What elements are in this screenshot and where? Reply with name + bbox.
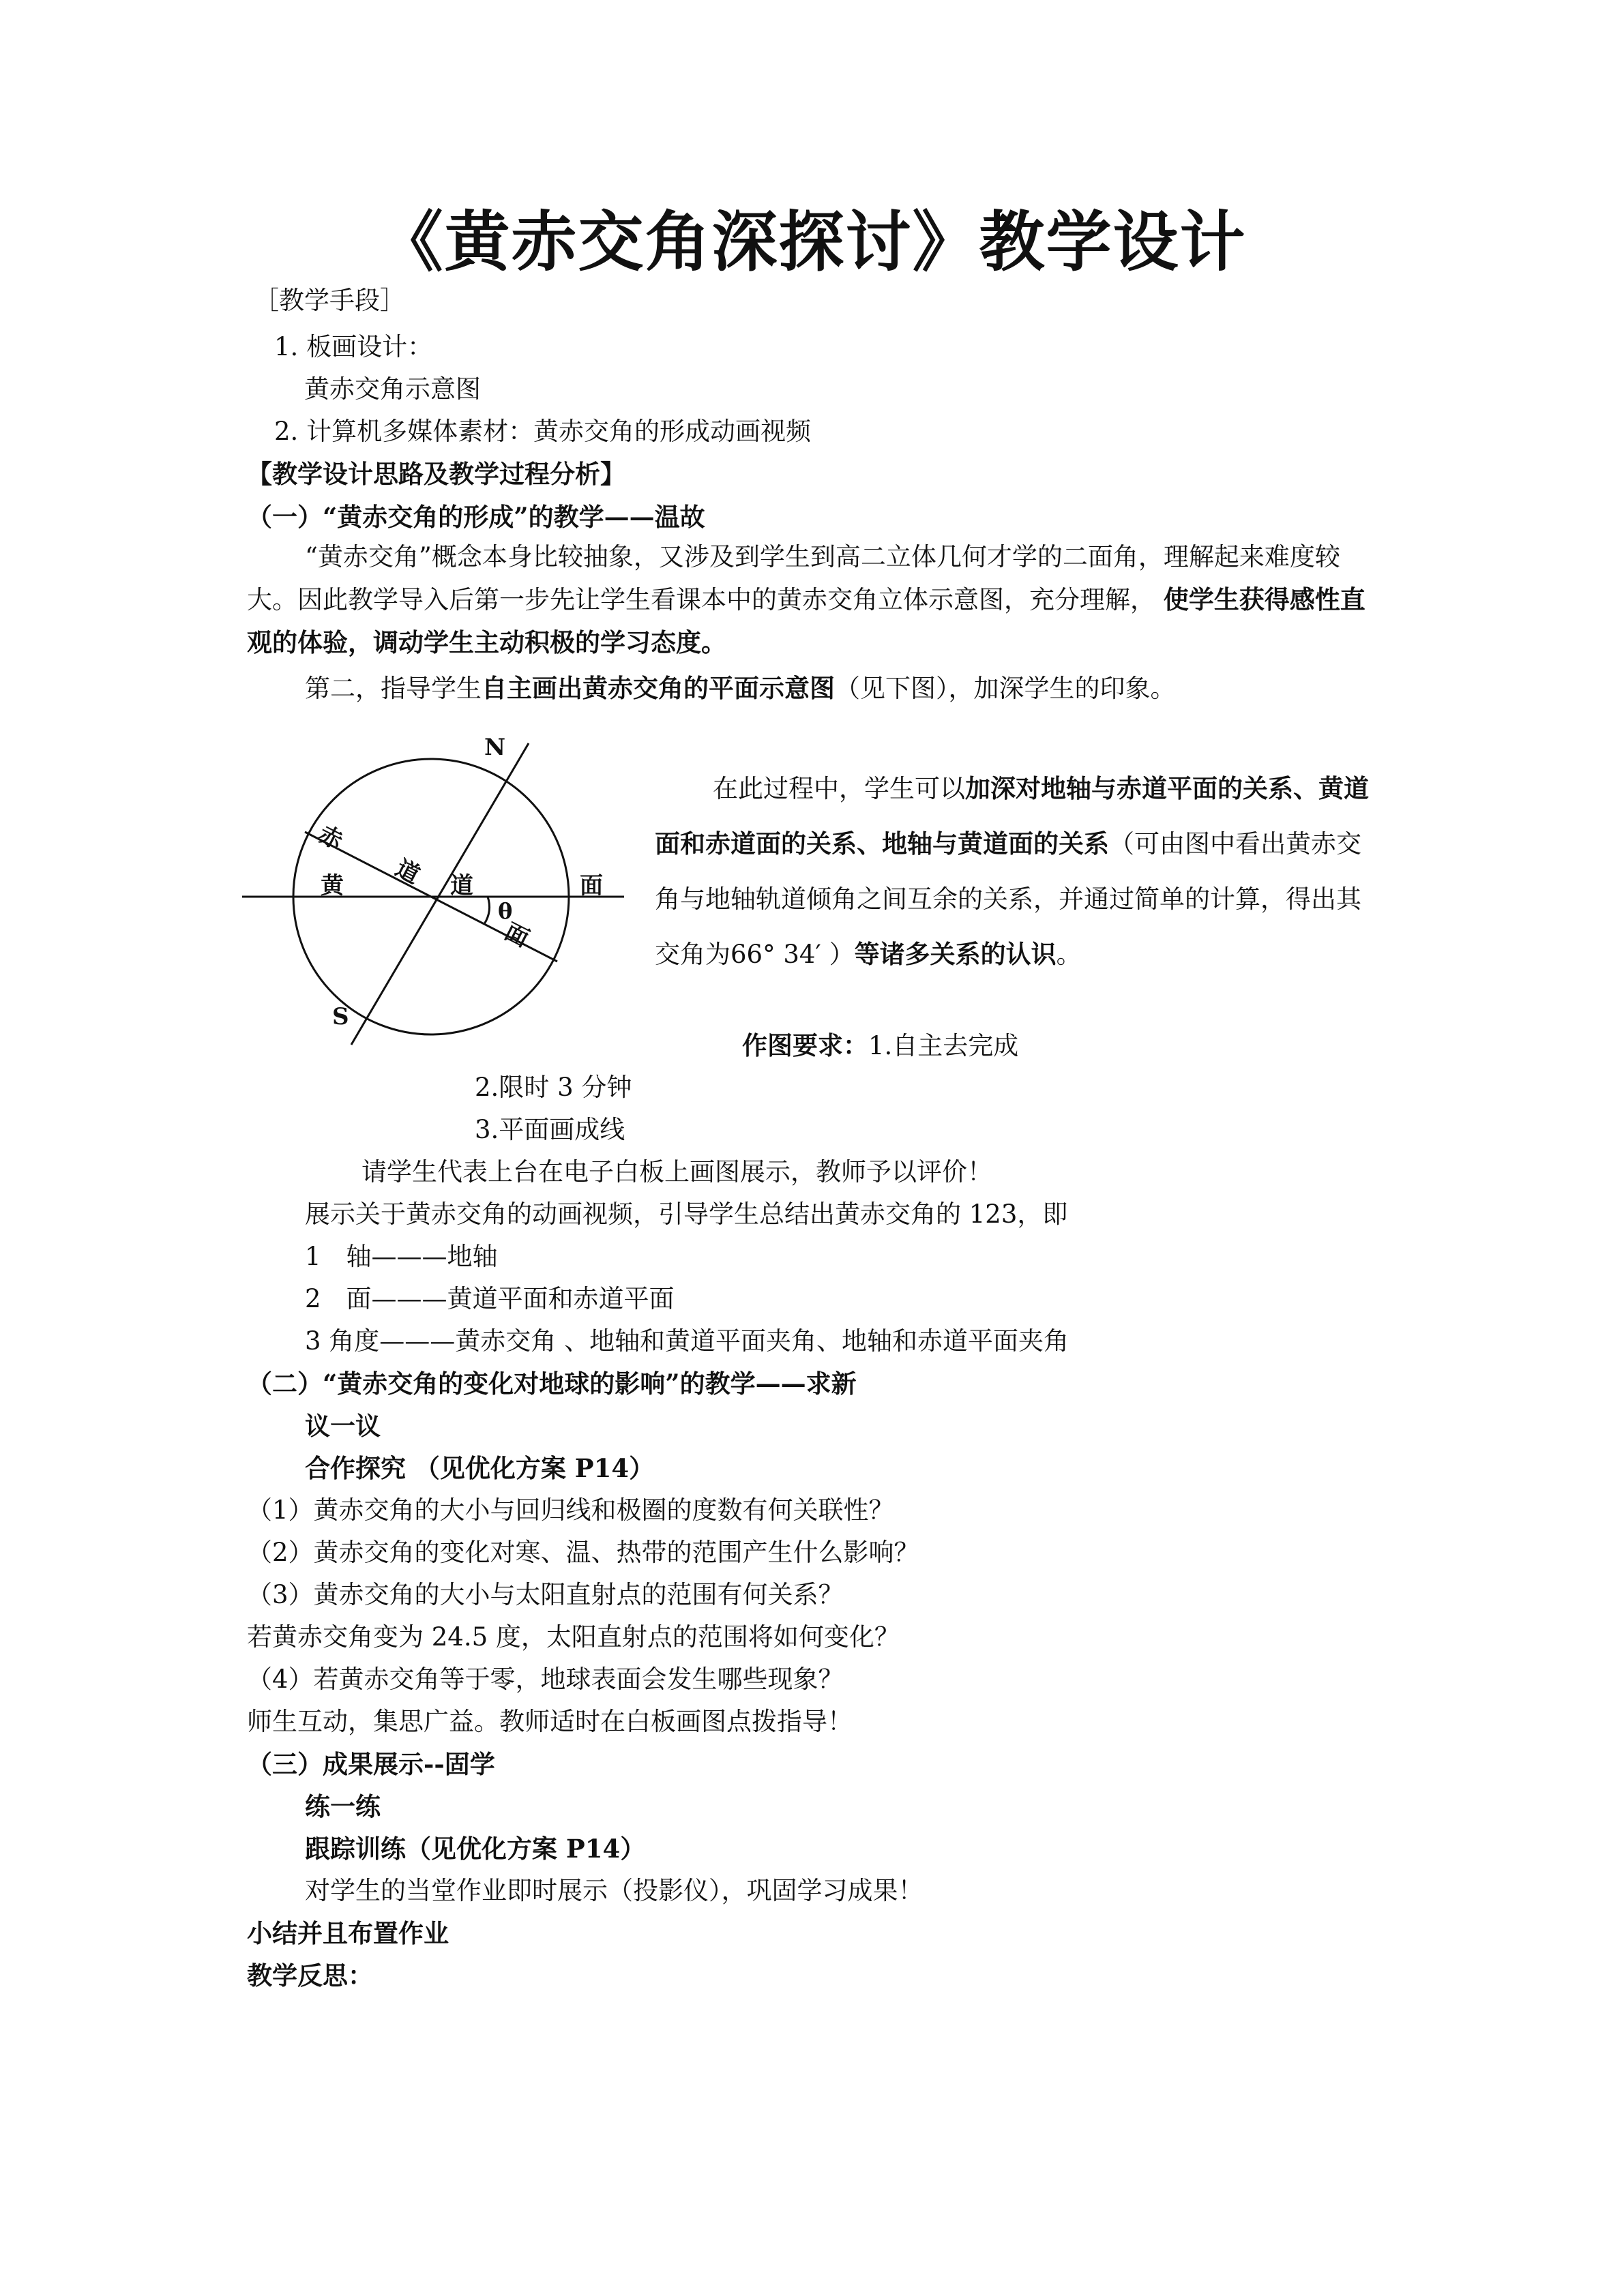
drawing-requirements [742,1030,1018,1062]
side-text-a: 在此过程中，学生可以 [713,774,965,803]
requirements-label: 作图要求： [742,1030,868,1060]
question-3-followup: 若黄赤交角变为 24.5 度，太阳直射点的范围将如何变化？ [247,1622,900,1652]
ecliptic-label-3: 面 [580,872,603,899]
part1-p2-b: 自主画出黄赤交角的平面示意图 [482,673,835,703]
side-text-c: （可由图中看出黄赤交角与地轴轨道倾角之间互余的关系，并通过简单的计算，得出其交角为66° 34′ ） [655,829,1361,969]
part3-heading: （三）成果展示--固学 [247,1749,495,1779]
question-4: （4）若黄赤交角等于零，地球表面会发生哪些现象？ [247,1665,844,1694]
part1-paragraph-4: 展示关于黄赤交角的动画视频，引导学生总结出黄赤交角的 123，即 [305,1199,1068,1229]
earth-axis-line [351,743,529,1045]
page-title: 《黄赤交角深探讨》教学设计 [377,203,1247,280]
side-text-b: 加深对地轴与赤道平面的关系、黄道面和赤道面的关系、地轴与黄道面的关系 [655,773,1369,859]
part3-practice: 练一练 [305,1791,381,1821]
means-heading: ［教学手段］ [254,286,405,315]
part1-p2-a: 第二，指导学生 [305,674,482,703]
summary-item-3: 3 角度———黄赤交角 、地轴和黄道平面夹角、地轴和赤道平面夹角 [305,1326,1069,1356]
equator-label-3: 面 [500,918,533,953]
part1-p1-bold: 使学生获得感性直观的体验，调动学生主动积极的学习态度。 [247,584,1365,657]
part1-p2-c: （见下图），加深学生的印象。 [835,674,1176,703]
theta-label: θ [498,898,513,924]
part1-paragraph-2 [305,672,1176,704]
part3-show: 对学生的当堂作业即时展示（投影仪），巩固学习成果！ [305,1876,924,1905]
diagram-explanation [655,761,1381,982]
part2-interaction: 师生互动，集思广益。教师适时在白板画图点拨指导！ [247,1707,853,1736]
summary-item-2: 2 面———黄道平面和赤道平面 [305,1284,675,1313]
design-heading: 【教学设计思路及教学过程分析】 [247,459,625,489]
requirement-3: 3.平面画成线 [475,1115,625,1144]
summary-item-1: 1 轴———地轴 [305,1242,498,1271]
means-item-1: 1. 板画设计： [274,332,433,361]
reflection-heading: 教学反思： [247,1960,373,1991]
side-text-d: 等诸多关系的认识 [854,939,1057,969]
question-3: （3）黄赤交角的大小与太阳直射点的范围有何关系？ [247,1580,844,1609]
part2-discuss: 议一议 [305,1411,381,1441]
question-2: （2）黄赤交角的变化对寒、温、热带的范围产生什么影响？ [247,1538,919,1567]
ecliptic-obliquity-diagram [242,730,645,1057]
north-label: N [484,734,506,761]
requirement-2: 2.限时 3 分钟 [475,1073,632,1102]
part1-heading: （一）“黄赤交角的形成”的教学——温故 [247,502,705,532]
part1-paragraph-1 [247,536,1372,664]
means-item-2: 2. 计算机多媒体素材：黄赤交角的形成动画视频 [274,417,812,446]
requirement-1: 1.自主去完成 [868,1031,1019,1060]
question-1: （1）黄赤交角的大小与回归线和极圈的度数有何关联性？ [247,1495,894,1525]
summary-heading: 小结并且布置作业 [247,1918,449,1948]
part2-heading: （二）“黄赤交角的变化对地球的影响”的教学——求新 [247,1369,857,1399]
equator-label-1: 赤 [314,820,347,856]
side-text-e: 。 [1056,940,1082,969]
equator-label-2: 道 [391,854,424,890]
angle-arc [484,897,490,924]
part1-paragraph-3: 请学生代表上台在电子白板上画图展示，教师予以评价！ [361,1157,992,1187]
south-label: S [332,1003,349,1030]
ecliptic-label-1: 黄 [321,872,344,899]
ecliptic-label-2: 道 [450,872,473,899]
means-item-1-sub: 黄赤交角示意图 [304,374,481,404]
part3-training: 跟踪训练（见优化方案 P14） [305,1834,646,1864]
part1-p1-text: “黄赤交角”概念本身比较抽象，又涉及到学生到高二立体几何才学的二面角，理解起来难度较大。因此教学导入后第一步先让学生看课本中的黄赤交角立体示意图，充分理解， [247,542,1340,614]
part2-cooperation: 合作探究 （见优化方案 P14） [305,1453,655,1483]
